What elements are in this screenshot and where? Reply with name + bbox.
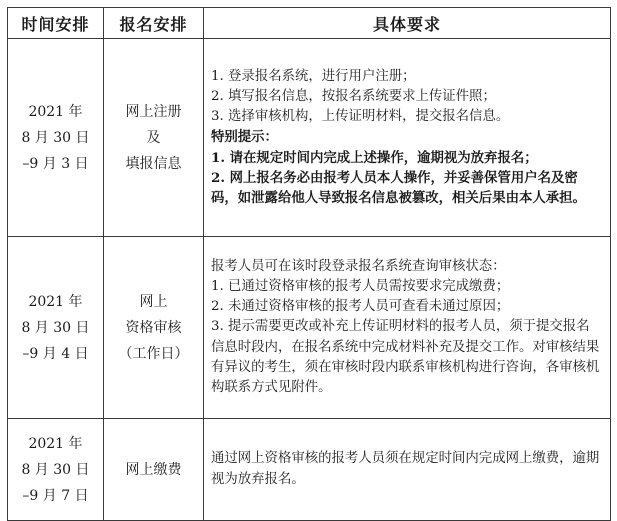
- time-start: 8 月 30 日: [21, 129, 90, 146]
- requirements-cell: [204, 419, 611, 521]
- time-cell: [8, 237, 104, 419]
- time-cell: [8, 39, 104, 237]
- requirement-item: 通过网上资格审核的报考人员须在规定时间内完成网上缴费，逾期视为放弃报名。: [211, 451, 600, 487]
- table-row: [8, 419, 611, 521]
- stage-line: 及: [146, 129, 161, 146]
- special-notice-item: 2. 网上报名务必由报考人员本人操作，并妥善保管用户名及密码，如泄露给他人导致报名信息被篡改，相关后果由本人承担。: [211, 169, 586, 206]
- requirement-item: 1. 登录报名系统，进行用户注册；: [211, 68, 416, 84]
- time-year: 2021 年: [28, 435, 83, 452]
- stage-line: 资格审核: [125, 319, 182, 336]
- time-end: –9 月 7 日: [22, 487, 89, 504]
- stage-cell: [104, 419, 204, 521]
- stage-line: 填报信息: [125, 155, 182, 172]
- stage-line: （工作日）: [118, 345, 189, 362]
- table-row: [8, 237, 611, 419]
- registration-schedule-table: [7, 7, 611, 521]
- stage-line: 网上注册: [125, 103, 182, 120]
- stage-line: 网上: [139, 293, 168, 310]
- requirement-item: 1. 已通过资格审核的报考人员需按要求完成缴费；: [211, 278, 510, 294]
- header-requirements: 具体要求: [204, 8, 611, 39]
- requirements-cell: [204, 39, 611, 237]
- special-notice-title: 特别提示：: [211, 129, 278, 146]
- time-start: 8 月 30 日: [21, 319, 90, 336]
- requirements-cell: [204, 237, 611, 419]
- stage-line: 网上缴费: [125, 461, 182, 478]
- table-row: [8, 39, 611, 237]
- requirement-item: 3. 选择审核机构，上传证明材料，提交报名信息。: [211, 109, 510, 125]
- time-start: 8 月 30 日: [21, 461, 90, 478]
- time-year: 2021 年: [28, 103, 83, 120]
- time-cell: [8, 419, 104, 521]
- stage-cell: [104, 39, 204, 237]
- requirement-item: 3. 提示需要更改或补充上传证明材料的报考人员，须于提交报名信息时段内，在报名系统中完成材料补充及提交工作。对审核结果有异议的考生，须在审核时段内联系审核机构进行咨询，各审核机构联系方式见附件。: [211, 319, 600, 395]
- stage-cell: [104, 237, 204, 419]
- special-notice-item: 1. 请在规定时间内完成上述操作，逾期视为放弃报名；: [211, 149, 538, 166]
- requirement-item: 2. 填写报名信息，按报名系统要求上传证件照；: [211, 88, 496, 104]
- time-year: 2021 年: [28, 293, 83, 310]
- time-end: –9 月 3 日: [22, 155, 89, 172]
- table-header-row: [8, 8, 611, 39]
- time-end: –9 月 4 日: [22, 345, 89, 362]
- requirement-item: 2. 未通过资格审核的报考人员可查看未通过原因；: [211, 299, 510, 315]
- header-stage: 报名安排: [104, 8, 204, 39]
- requirement-intro: 报考人员可在该时段登录报名系统查询审核状态：: [211, 258, 506, 274]
- header-time: 时间安排: [8, 8, 104, 39]
